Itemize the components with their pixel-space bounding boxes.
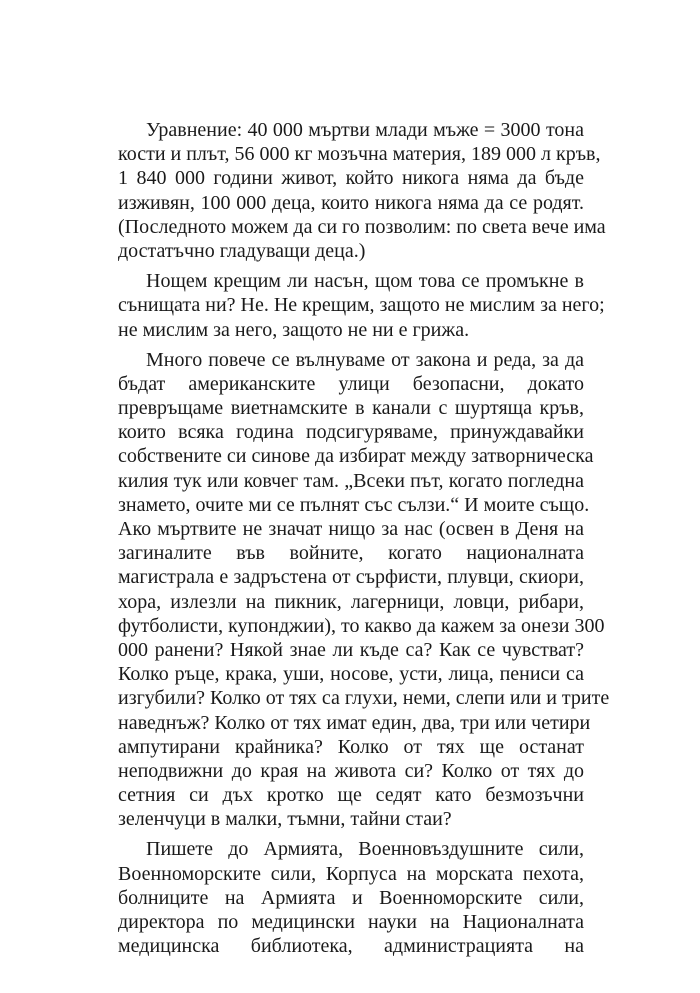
text-line: Пишете до Армията, Военновъздушните сили, (146, 838, 584, 861)
text-line: Нощем крещим ли насън, щом това се промъкне в (146, 270, 584, 293)
text-line: 1 840 000 години живот, който никога няма да бъде (118, 167, 584, 190)
text-line: загиналите във войните, когато националната (118, 542, 584, 565)
text-line: Уравнение: 40 000 мъртви млади мъже = 3000 тона (146, 119, 584, 141)
text-line: превръщаме виетнамските в канали с шуртяща кръв, (118, 397, 584, 420)
text-line: футболисти, купонджии), то какво да кажем за онези 300 (118, 614, 605, 637)
text-line: наведнъж? Колко от тях имат един, два, три или четири (118, 711, 591, 734)
text-line: сънищата ни? Не. Не крещим, защото не мислим за него; (118, 294, 605, 317)
text-line: медицинска библиотека, администрацията на (118, 935, 584, 958)
paragraph (118, 118, 606, 263)
text-line: изживян, 100 000 деца, които никога няма да се родят. (118, 191, 584, 214)
text-line: 000 ранени? Някой знае ли къде са? Как се чувстват? (118, 638, 584, 661)
text-line: неподвижни до края на живота си? Колко от тях до (118, 759, 584, 782)
text-line: достатъчно гладуващи деца.) (118, 239, 366, 262)
paragraph (118, 269, 605, 342)
text-line: изгубили? Колко от тях са глухи, неми, слепи или и трите (118, 687, 610, 710)
text-line: болниците на Армията и Военноморските сили, (118, 886, 584, 909)
text-line: магистрала е задръстена от сърфисти, плувци, скиори, (118, 566, 584, 589)
text-line: килия тук или ковчег там. „Всеки път, когато погледна (118, 469, 584, 492)
text-line: зеленчуци в малки, тъмни, тайни стаи? (118, 808, 452, 831)
text-line: хора, излезли на пикник, лагерници, ловци, рибари, (118, 590, 584, 613)
text-line: Колко ръце, крака, уши, носове, усти, лица, пениси са (118, 663, 584, 686)
text-line: Ако мъртвите не значат нищо за нас (освен в Деня на (118, 518, 584, 540)
text-line: знамето, очите ми се пълнят със сълзи.“ И моите също. (118, 493, 590, 516)
text-line: кости и плът, 56 000 кг мозъчна материя, 189 000 л кръв, (118, 143, 601, 166)
text-line: директора по медицински науки на Националната (118, 911, 584, 933)
paragraph (118, 348, 610, 832)
text-line: собствените си синове да избират между затворническа (118, 445, 594, 468)
text-line: не мислим за него, защото не ни е грижа. (118, 318, 470, 341)
text-line: Военноморските сили, Корпуса на морската пехота, (118, 862, 584, 885)
text-line: бъдат американските улици безопасни, докато (118, 372, 584, 395)
text-line: ампутирани крайника? Колко от тях ще останат (118, 735, 584, 758)
text-line: (Последното можем да си го позволим: по света вече има (118, 215, 606, 238)
paragraph (118, 837, 584, 958)
text-line: които всяка година подсигуряваме, принуждавайки (118, 421, 584, 444)
text-line: сетния си дъх кротко ще седят като безмозъчни (118, 784, 584, 807)
body-text (118, 118, 610, 964)
text-line: Много повече се вълнуваме от закона и реда, за да (146, 348, 584, 371)
